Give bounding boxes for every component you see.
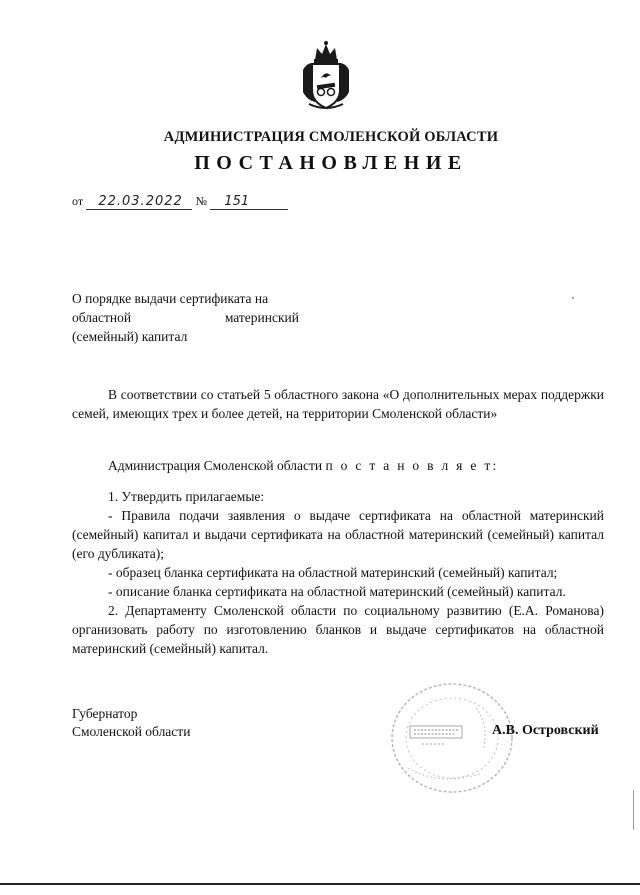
handwritten-date: 22.03.2022 — [86, 194, 192, 210]
subject-line-1: О порядке выдачи сертификата на — [72, 291, 269, 306]
subject-line-3: (семейный) капитал — [72, 329, 188, 344]
signatory-name: А.В. Островский — [492, 723, 599, 738]
scan-bottom-edge — [0, 883, 640, 885]
coat-of-arms-emblem — [297, 40, 355, 112]
item-1-form-description: - описание бланка сертификата на областной материнский (семейный) капитал. — [108, 584, 566, 599]
scan-speck — [572, 297, 574, 299]
subject-line-2-right: материнский — [224, 310, 299, 325]
resolve-prefix: Администрация Смоленской области — [108, 458, 323, 473]
subject-line-2 — [72, 308, 299, 327]
operative-section — [72, 487, 604, 658]
resolve-paragraph — [72, 456, 604, 475]
number-label: № — [195, 194, 208, 208]
signatory-position-line-1: Губернатор — [72, 706, 138, 721]
document-type-title: ПОСТАНОВЛЕНИЕ — [194, 152, 468, 174]
organization-title: АДМИНИСТРАЦИЯ СМОЛЕНСКОЙ ОБЛАСТИ — [163, 129, 499, 145]
document-subject — [72, 289, 299, 346]
item-2-paragraph: 2. Департаменту Смоленской области по социальному развитию (Е.А. Романова) организовать работу по изготовлению бланков и выдаче сертификатов на областной материнский (семейный) капитал. — [72, 603, 604, 656]
scan-edge-mark — [633, 790, 634, 830]
item-1-heading: 1. Утвердить прилагаемые: — [108, 489, 265, 504]
resolve-word: п о с т а н о в л я е т: — [325, 458, 499, 473]
item-1-rules: - Правила подачи заявления о выдаче сертификата на областной материнский (семейный) капитал и выдачи сертификата на областной материнский (семейный) капитал (его дубликата); — [72, 508, 604, 561]
date-from-label: от — [72, 194, 84, 208]
handwritten-number: 151 — [210, 194, 288, 210]
signatory-position-line-2: Смоленской области — [72, 724, 191, 739]
item-1-form-sample: - образец бланка сертификата на областной материнский (семейный) капитал; — [108, 565, 558, 580]
preamble-paragraph: В соответствии со статьей 5 областного закона «О дополнительных мерах поддержки семей, имеющих трех и более детей, на территории Смоленской области» — [72, 387, 604, 421]
date-number-line — [72, 193, 288, 210]
signatory-position — [72, 705, 190, 741]
subject-line-2-left: областной — [72, 310, 132, 325]
